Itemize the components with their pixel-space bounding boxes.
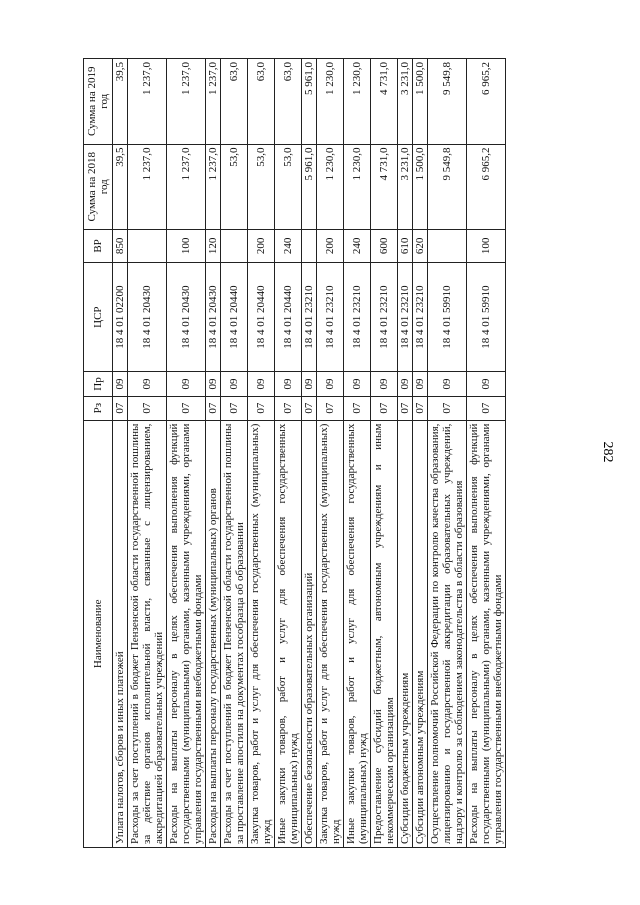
page-number: 282 [600,441,615,463]
table-row [275,59,302,848]
cell-sum-2018: 1 230,0 [344,144,371,229]
cell-sum-2018: 1 230,0 [317,144,344,229]
cell-rz: 07 [413,396,428,420]
cell-pr: 09 [428,372,467,396]
cell-vr [428,229,467,262]
header-rz: Рз [84,396,113,420]
cell-vr: 100 [167,229,206,262]
cell-name: Расходы на выплаты персоналу государственных (муниципальных) органов [206,420,221,847]
budget-table-wrapper [83,58,574,848]
cell-sum-2018: 3 231,0 [398,144,413,229]
table-row [167,59,206,848]
table-row [128,59,167,848]
cell-rz: 07 [221,396,248,420]
cell-sum-2018: 5 961,0 [302,144,317,229]
cell-sum-2018: 9 549,8 [428,144,467,229]
cell-sum-2019: 63,0 [221,59,248,145]
cell-sum-2019: 4 731,0 [371,59,398,145]
cell-sum-2019: 5 961,0 [302,59,317,145]
cell-name: Закупка товаров, работ и услуг для обеспечения государственных (муниципальных) нужд [317,420,344,847]
cell-csr: 18 4 01 23210 [344,262,371,372]
cell-vr: 600 [371,229,398,262]
cell-rz: 07 [317,396,344,420]
cell-name: Расходы на выплаты персоналу в целях обеспечения выполнения функций государственными (муниципальными) органами, казенными учреждениями, органами управления государственными внебюджетными фондами [167,420,206,847]
table-row [317,59,344,848]
cell-sum-2018: 6 965,2 [467,144,506,229]
cell-name: Уплата налогов, сборов и иных платежей [113,420,128,847]
cell-sum-2018: 1 237,0 [128,144,167,229]
cell-pr: 09 [128,372,167,396]
cell-vr: 200 [248,229,275,262]
table-row [344,59,371,848]
cell-name: Субсидии автономным учреждениям [413,420,428,847]
table-row [428,59,467,848]
cell-csr: 18 4 01 20430 [206,262,221,372]
cell-vr: 620 [413,229,428,262]
cell-sum-2019: 63,0 [248,59,275,145]
cell-sum-2019: 1 230,0 [344,59,371,145]
cell-vr: 120 [206,229,221,262]
cell-pr: 09 [467,372,506,396]
cell-vr: 100 [467,229,506,262]
cell-vr: 610 [398,229,413,262]
table-row [398,59,413,848]
cell-pr: 09 [113,372,128,396]
cell-name: Иные закупки товаров, работ и услуг для обеспечения государственных (муниципальных) нужд [344,420,371,847]
cell-csr: 18 4 01 23210 [317,262,344,372]
cell-csr: 18 4 01 59910 [467,262,506,372]
table-row [206,59,221,848]
cell-vr [302,229,317,262]
cell-vr [128,229,167,262]
cell-sum-2019: 1 500,0 [413,59,428,145]
cell-rz: 07 [275,396,302,420]
table-row [413,59,428,848]
cell-name: Осуществление полномочий Российской Федерации по контролю качества образования, лицензированию и государственной аккредитации образовательных учреждений, надзору и контролю за соблюдением законодательства в области образования [428,420,467,847]
cell-pr: 09 [344,372,371,396]
cell-name: Расходы за счет поступлений в бюджет Пензенской области государственной пошлины за действие органов исполнительной власти, связанные с лицензированием, аккредитацией образовательных учреждений [128,420,167,847]
cell-pr: 09 [398,372,413,396]
cell-pr: 09 [221,372,248,396]
cell-sum-2018: 39,5 [113,144,128,229]
cell-name: Иные закупки товаров, работ и услуг для обеспечения государственных (муниципальных) нужд [275,420,302,847]
cell-name: Обеспечение безопасности образовательных организаций [302,420,317,847]
cell-sum-2019: 1 237,0 [128,59,167,145]
budget-table [83,58,506,848]
cell-sum-2018: 53,0 [248,144,275,229]
cell-sum-2019: 1 230,0 [317,59,344,145]
cell-csr: 18 4 01 20430 [128,262,167,372]
cell-sum-2019: 1 237,0 [167,59,206,145]
cell-csr: 18 4 01 59910 [428,262,467,372]
cell-sum-2018: 4 731,0 [371,144,398,229]
cell-rz: 07 [428,396,467,420]
cell-pr: 09 [413,372,428,396]
cell-csr: 18 4 01 20440 [221,262,248,372]
cell-rz: 07 [206,396,221,420]
cell-name: Закупка товаров, работ и услуг для обеспечения государственных (муниципальных) нужд [248,420,275,847]
header-csr: ЦСР [84,262,113,372]
cell-csr: 18 4 01 23210 [302,262,317,372]
cell-pr: 09 [275,372,302,396]
cell-vr: 850 [113,229,128,262]
cell-rz: 07 [167,396,206,420]
cell-vr: 240 [275,229,302,262]
cell-csr: 18 4 01 20430 [167,262,206,372]
cell-rz: 07 [248,396,275,420]
cell-name: Предоставление субсидий бюджетным, автономным учреждениям и иным некоммерческим организациям [371,420,398,847]
cell-sum-2019: 6 965,2 [467,59,506,145]
table-row [248,59,275,848]
table-row [221,59,248,848]
cell-sum-2018: 1 237,0 [167,144,206,229]
cell-csr: 18 4 01 02200 [113,262,128,372]
cell-sum-2018: 1 237,0 [206,144,221,229]
cell-rz: 07 [467,396,506,420]
cell-sum-2018: 1 500,0 [413,144,428,229]
cell-rz: 07 [398,396,413,420]
table-header-row [84,59,113,848]
header-sum-2018: Сумма на 2018 год [84,144,113,229]
table-row [113,59,128,848]
table-row [467,59,506,848]
header-vr: ВР [84,229,113,262]
cell-rz: 07 [302,396,317,420]
table-body [113,59,506,848]
cell-rz: 07 [371,396,398,420]
cell-pr: 09 [371,372,398,396]
cell-pr: 09 [317,372,344,396]
cell-rz: 07 [128,396,167,420]
cell-vr: 200 [317,229,344,262]
cell-sum-2019: 3 231,0 [398,59,413,145]
cell-sum-2019: 39,5 [113,59,128,145]
table-row [371,59,398,848]
header-name: Наименование [84,420,113,847]
cell-pr: 09 [302,372,317,396]
cell-sum-2018: 53,0 [221,144,248,229]
cell-csr: 18 4 01 23210 [398,262,413,372]
cell-pr: 09 [167,372,206,396]
cell-sum-2018: 53,0 [275,144,302,229]
cell-csr: 18 4 01 23210 [371,262,398,372]
cell-csr: 18 4 01 20440 [275,262,302,372]
table-row [302,59,317,848]
cell-pr: 09 [248,372,275,396]
cell-rz: 07 [344,396,371,420]
cell-name: Субсидии бюджетным учреждениям [398,420,413,847]
cell-name: Расходы за счет поступлений в бюджет Пензенской области государственной пошлины за проставление апостиля на документах гособразца об образовании [221,420,248,847]
cell-csr: 18 4 01 20440 [248,262,275,372]
cell-name: Расходы на выплаты персоналу в целях обеспечения выполнения функций государственными (муниципальными) органами, казенными учреждениями, органами управления государственными внебюджетными фондами [467,420,506,847]
cell-pr: 09 [206,372,221,396]
header-sum-2019: Сумма на 2019 год [84,59,113,145]
cell-sum-2019: 63,0 [275,59,302,145]
cell-csr: 18 4 01 23210 [413,262,428,372]
cell-sum-2019: 9 549,8 [428,59,467,145]
cell-rz: 07 [113,396,128,420]
cell-sum-2019: 1 237,0 [206,59,221,145]
cell-vr [221,229,248,262]
header-pr: Пр [84,372,113,396]
cell-vr: 240 [344,229,371,262]
